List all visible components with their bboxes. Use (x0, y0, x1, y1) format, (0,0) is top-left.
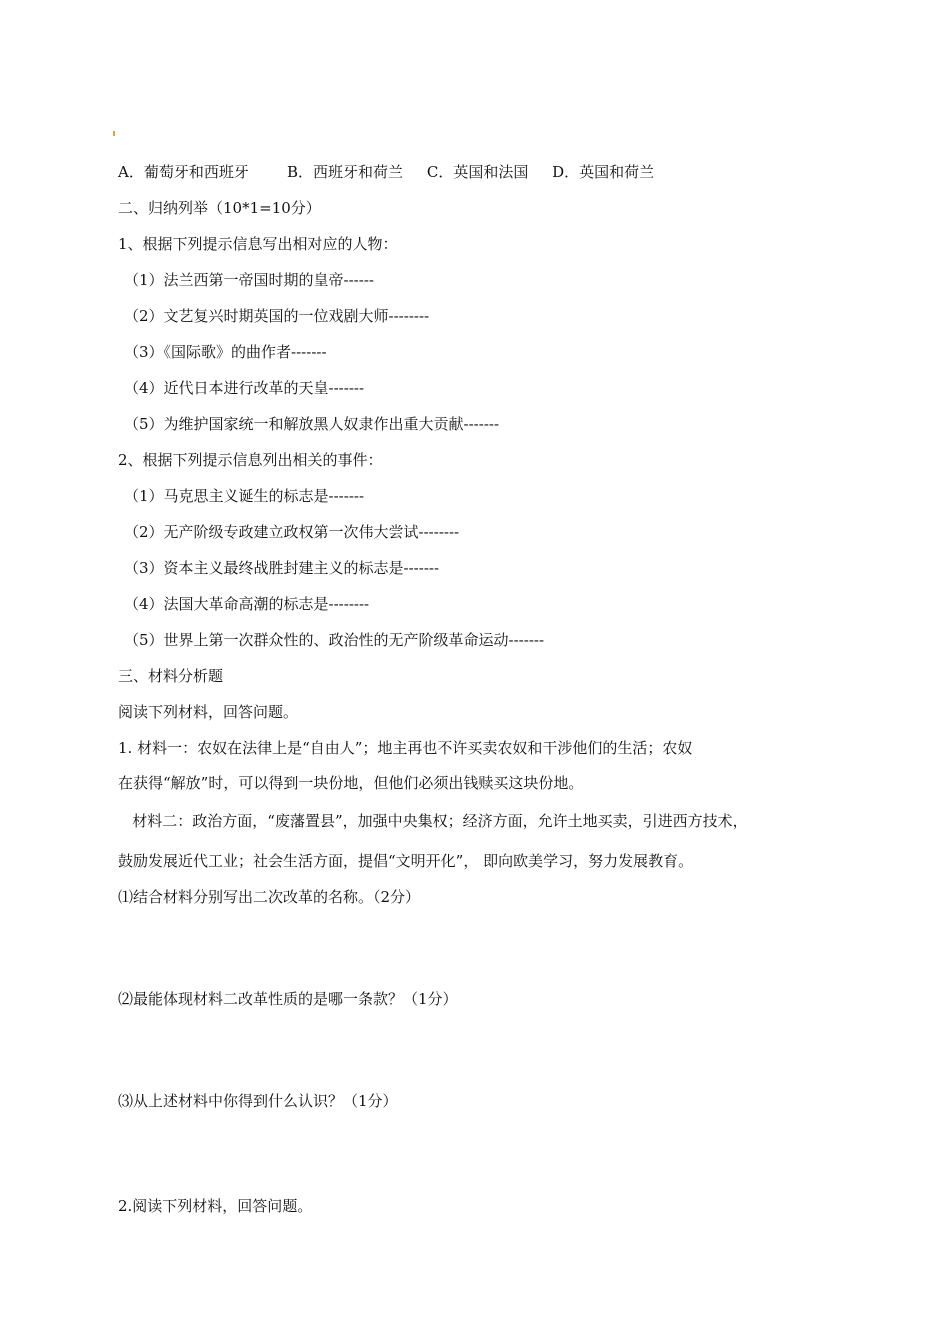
sub-question-1: ⑴结合材料分别写出二次改革的名称。（2分） (118, 888, 421, 906)
q1-item-4: （4）近代日本进行改革的天皇------- (124, 379, 365, 397)
q1-item-1: （1）法兰西第一帝国时期的皇帝------ (124, 271, 374, 289)
section-two-heading: 二、归纳列举（10*1=10分） (118, 199, 321, 217)
q2-item-5: （5）世界上第一次群众性的、政治性的无产阶级革命运动------- (124, 631, 545, 649)
question-1-title: 1、根据下列提示信息写出相对应的人物： (118, 235, 398, 253)
sub-question-2: ⑵最能体现材料二改革性质的是哪一条款？（1分） (118, 990, 458, 1008)
section-three-intro: 阅读下列材料，回答问题。 (118, 703, 299, 721)
material-two-line-2: 鼓励发展近代工业；社会生活方面，提倡“文明开化”， 即向欧美学习，努力发展教育。 (118, 852, 694, 870)
next-question-title: 2.阅读下列材料，回答问题。 (118, 1197, 313, 1215)
answer-options: A．葡萄牙和西班牙 B．西班牙和荷兰 C．英国和法国 D．英国和荷兰 (118, 163, 655, 181)
q2-item-3: （3）资本主义最终战胜封建主义的标志是------- (124, 559, 440, 577)
question-2-title: 2、根据下列提示信息列出相关的事件： (118, 451, 383, 469)
sub-question-3: ⑶从上述材料中你得到什么认识？（1分） (118, 1092, 398, 1110)
material-two-line-1: 材料二：政治方面，“废藩置县”，加强中央集权；经济方面，允许土地买卖，引进西方技术， (118, 812, 748, 830)
section-three-heading: 三、材料分析题 (118, 667, 224, 685)
q2-item-1: （1）马克思主义诞生的标志是------- (124, 487, 365, 505)
q1-item-2: （2）文艺复兴时期英国的一位戏剧大师-------- (124, 307, 430, 325)
q1-item-3: （3）《国际歌》的曲作者------- (124, 343, 327, 361)
material-one-line-1: 1. 材料一：农奴在法律上是“自由人”；地主再也不许买卖农奴和干涉他们的生活；农奴 (118, 739, 693, 757)
q2-item-4: （4）法国大革命高潮的标志是-------- (124, 595, 370, 613)
margin-mark (113, 131, 115, 136)
q1-item-5: （5）为维护国家统一和解放黑人奴隶作出重大贡献------- (124, 415, 500, 433)
material-one-line-2: 在获得“解放”时，可以得到一块份地，但他们必须出钱赎买这块份地。 (118, 774, 584, 792)
q2-item-2: （2）无产阶级专政建立政权第一次伟大尝试-------- (124, 523, 460, 541)
